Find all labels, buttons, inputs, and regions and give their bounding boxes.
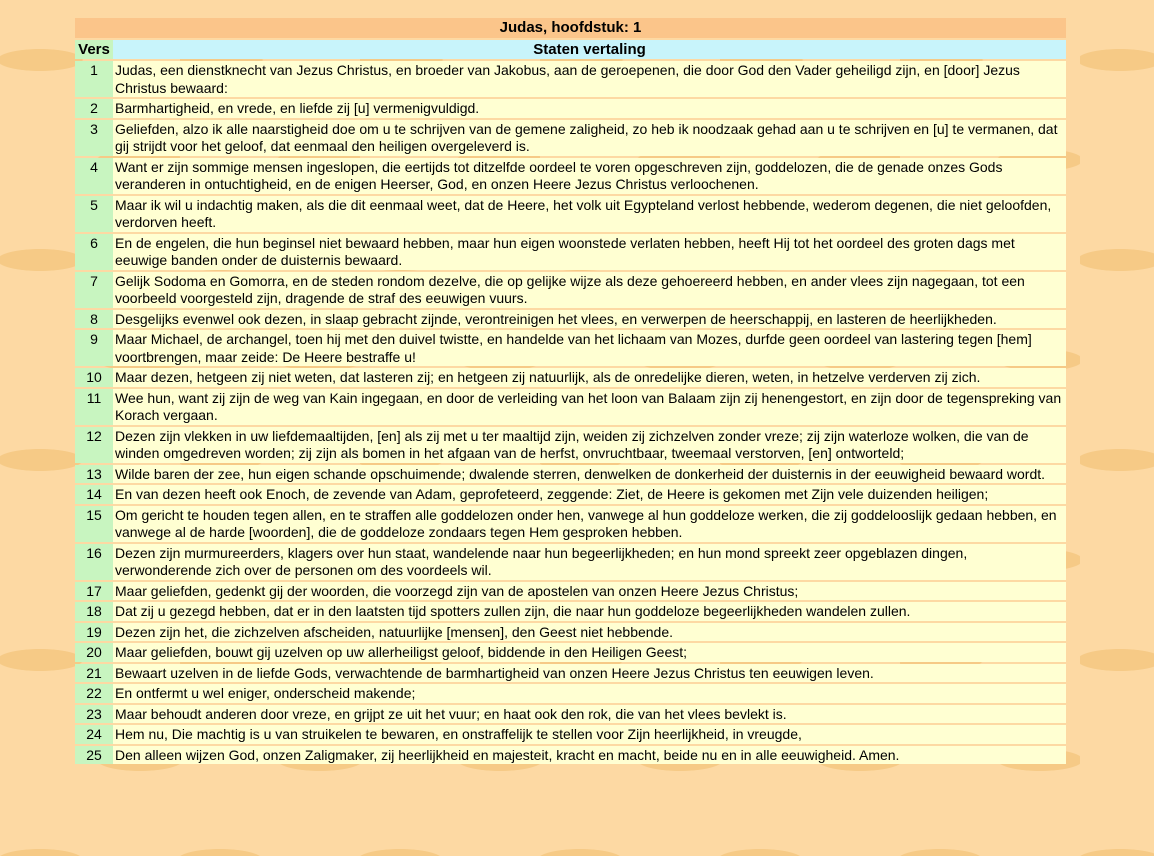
chapter-frame <box>75 16 1066 766</box>
verse-row <box>75 746 1066 765</box>
verse-text: Maar dezen, hetgeen zij niet weten, dat lasteren zij; en hetgeen zij natuurlijk, als de onredelijke dieren, weten, in hetzelve verderven zij zich. <box>113 368 1066 387</box>
verse-table <box>75 16 1066 766</box>
verse-text: Dat zij u gezegd hebben, dat er in den laatsten tijd spotters zullen zijn, die naar hun goddeloze begeerlijkheden wandelen zullen. <box>113 602 1066 621</box>
verse-number: 12 <box>75 427 113 463</box>
verse-number: 19 <box>75 623 113 642</box>
verse-row <box>75 602 1066 621</box>
verse-text: Dezen zijn het, die zichzelven afscheiden, natuurlijke [mensen], den Geest niet hebbende. <box>113 623 1066 642</box>
verse-text: Maar ik wil u indachtig maken, als die dit eenmaal weet, dat de Heere, het volk uit Egypteland verlost hebbende, wederom degenen, die niet geloofden, verdorven heeft. <box>113 196 1066 232</box>
verse-text: Den alleen wijzen God, onzen Zaligmaker, zij heerlijkheid en majesteit, kracht en macht, beide nu en in alle eeuwigheid. Amen. <box>113 746 1066 765</box>
verse-text: Om gericht te houden tegen allen, en te straffen alle goddelozen onder hen, vanwege al hun goddeloze werken, die zij goddelooslijk gedaan hebben, en vanwege al de harde [woorden], die de goddeloze zondaars tegen Hem gesproken hebben. <box>113 506 1066 542</box>
verse-number: 2 <box>75 99 113 118</box>
verse-text: Geliefden, alzo ik alle naarstigheid doe om u te schrijven van de gemene zaligheid, zo heb ik noodzaak gehad aan u te schrijven en [u] te vermanen, dat gij strijdt voor het geloof, dat eenmaal den heiligen overgeleverd is. <box>113 120 1066 156</box>
verse-number: 14 <box>75 485 113 504</box>
verse-row <box>75 310 1066 329</box>
verse-row <box>75 684 1066 703</box>
verse-number: 23 <box>75 705 113 724</box>
verse-text: Gelijk Sodoma en Gomorra, en de steden rondom dezelve, die op gelijke wijze als deze gehoereerd hebben, en ander vlees zijn nagegaan, tot een voorbeeld voorgesteld zijn, dragende de straf des eeuwigen vuurs. <box>113 272 1066 308</box>
verse-number: 22 <box>75 684 113 703</box>
verse-text: Maar geliefden, bouwt gij uzelven op uw allerheiligst geloof, biddende in den Heiligen Geest; <box>113 643 1066 662</box>
header-row <box>75 40 1066 59</box>
verse-text: Dezen zijn vlekken in uw liefdemaaltijden, [en] als zij met u ter maaltijd zijn, weiden zij zichzelven zonder vreze; zij zijn waterloze wolken, die van de winden omgedreven worden; zij zijn als bomen in het afgaan van de herfst, onvruchtbaar, tweemaal verstorven, [en] ontworteld; <box>113 427 1066 463</box>
verse-number: 3 <box>75 120 113 156</box>
verse-number: 4 <box>75 158 113 194</box>
verse-text: En ontfermt u wel eniger, onderscheid makende; <box>113 684 1066 703</box>
verse-row <box>75 705 1066 724</box>
title-row <box>75 18 1066 38</box>
verse-row <box>75 485 1066 504</box>
verse-number: 11 <box>75 389 113 425</box>
verse-text: Maar behoudt anderen door vreze, en grijpt ze uit het vuur; en haat ook den rok, die van het vlees bevlekt is. <box>113 705 1066 724</box>
column-header-vers: Vers <box>75 40 113 59</box>
verse-row <box>75 272 1066 308</box>
verse-row <box>75 389 1066 425</box>
verse-text: Want er zijn sommige mensen ingeslopen, die eertijds tot ditzelfde oordeel te voren opgeschreven zijn, goddelozen, die de genade onzes Gods veranderen in ontuchtigheid, en de enigen Heerser, God, en onzen Heere Jezus Christus verloochenen. <box>113 158 1066 194</box>
verse-text: En van dezen heeft ook Enoch, de zevende van Adam, geprofeteerd, zeggende: Ziet, de Heere is gekomen met Zijn vele duizenden heiligen; <box>113 485 1066 504</box>
verse-row <box>75 158 1066 194</box>
verse-row <box>75 664 1066 683</box>
verse-row <box>75 582 1066 601</box>
column-header-translation: Staten vertaling <box>113 40 1066 59</box>
verse-number: 15 <box>75 506 113 542</box>
verse-row <box>75 330 1066 366</box>
verse-number: 13 <box>75 465 113 484</box>
verse-number: 10 <box>75 368 113 387</box>
verse-number: 25 <box>75 746 113 765</box>
verse-number: 18 <box>75 602 113 621</box>
verse-row <box>75 368 1066 387</box>
verse-number: 21 <box>75 664 113 683</box>
verse-row <box>75 61 1066 97</box>
verse-text: Wilde baren der zee, hun eigen schande opschuimende; dwalende sterren, denwelken de donkerheid der duisternis in der eeuwigheid bewaard wordt. <box>113 465 1066 484</box>
verse-number: 20 <box>75 643 113 662</box>
verse-row <box>75 623 1066 642</box>
verse-text: Maar Michael, de archangel, toen hij met den duivel twistte, en handelde van het lichaam van Mozes, durfde geen oordeel van lastering tegen [hem] voortbrengen, maar zeide: De Heere bestraffe u! <box>113 330 1066 366</box>
verse-row <box>75 234 1066 270</box>
verse-text: Barmhartigheid, en vrede, en liefde zij [u] vermenigvuldigd. <box>113 99 1066 118</box>
verse-number: 1 <box>75 61 113 97</box>
verse-text: Dezen zijn murmureerders, klagers over hun staat, wandelende naar hun begeerlijkheden; en hun mond spreekt zeer opgeblazen dingen, verwonderende zich over de personen om des voordeels wil. <box>113 544 1066 580</box>
verse-row <box>75 643 1066 662</box>
verse-text: Desgelijks evenwel ook dezen, in slaap gebracht zijnde, verontreinigen het vlees, en verwerpen de heerschappij, en lasteren de heerlijkheden. <box>113 310 1066 329</box>
verse-text: En de engelen, die hun beginsel niet bewaard hebben, maar hun eigen woonstede verlaten hebben, heeft Hij tot het oordeel des groten dags met eeuwige banden onder de duisternis bewaard. <box>113 234 1066 270</box>
verse-text: Maar geliefden, gedenkt gij der woorden, die voorzegd zijn van de apostelen van onzen Heere Jezus Christus; <box>113 582 1066 601</box>
verse-row <box>75 544 1066 580</box>
verse-number: 16 <box>75 544 113 580</box>
verse-text: Judas, een dienstknecht van Jezus Christus, en broeder van Jakobus, aan de geroepenen, die door God den Vader geheiligd zijn, en [door] Jezus Christus bewaard: <box>113 61 1066 97</box>
verse-number: 24 <box>75 725 113 744</box>
verse-number: 7 <box>75 272 113 308</box>
verse-text: Wee hun, want zij zijn de weg van Kain ingegaan, en door de verleiding van het loon van Balaam zijn zij henengestort, en zijn door de tegenspreking van Korach vergaan. <box>113 389 1066 425</box>
verse-number: 6 <box>75 234 113 270</box>
verse-row <box>75 196 1066 232</box>
verse-row <box>75 506 1066 542</box>
verse-text: Bewaart uzelven in de liefde Gods, verwachtende de barmhartigheid van onzen Heere Jezus Christus ten eeuwigen leven. <box>113 664 1066 683</box>
verse-number: 17 <box>75 582 113 601</box>
verse-row <box>75 427 1066 463</box>
verse-text: Hem nu, Die machtig is u van struikelen te bewaren, en onstraffelijk te stellen voor Zijn heerlijkheid, in vreugde, <box>113 725 1066 744</box>
verse-row <box>75 465 1066 484</box>
verse-number: 5 <box>75 196 113 232</box>
chapter-title: Judas, hoofdstuk: 1 <box>75 18 1066 38</box>
verse-number: 9 <box>75 330 113 366</box>
verse-row <box>75 120 1066 156</box>
verse-row <box>75 99 1066 118</box>
verse-number: 8 <box>75 310 113 329</box>
verse-row <box>75 725 1066 744</box>
